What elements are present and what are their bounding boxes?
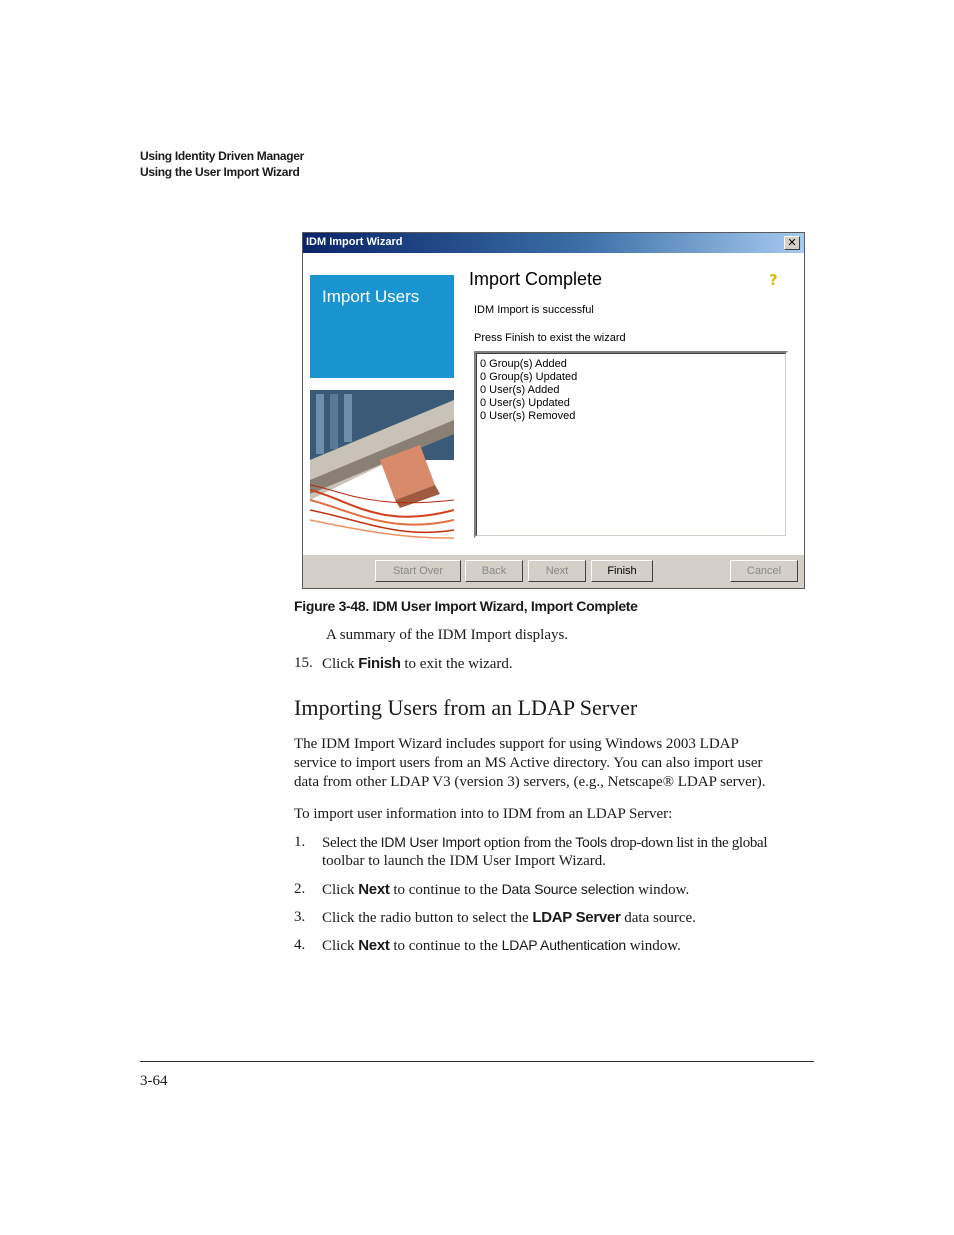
step-4-number: 4. xyxy=(294,937,306,953)
list-item: 0 User(s) Added xyxy=(480,384,560,396)
finish-button[interactable]: Finish xyxy=(591,560,653,582)
back-button[interactable]: Back xyxy=(465,560,523,582)
step-15-pre: Click xyxy=(322,656,359,672)
step-4-a: Click xyxy=(322,938,359,954)
summary-text: A summary of the IDM Import displays. xyxy=(326,627,569,643)
start-over-button[interactable]: Start Over xyxy=(375,560,461,582)
side-graphic xyxy=(310,390,454,539)
step-1-e: drop-down list in the global xyxy=(606,835,768,851)
step-3-c: data source. xyxy=(620,910,696,926)
step-1-menu-item: IDM User Import xyxy=(380,834,481,850)
step-3-number: 3. xyxy=(294,909,306,925)
import-wizard-dialog xyxy=(302,232,805,589)
page-number: 3-64 xyxy=(140,1073,168,1089)
next-button[interactable]: Next xyxy=(528,560,586,582)
step-4-c: to continue to the xyxy=(389,938,502,954)
list-item: 0 User(s) Removed xyxy=(480,410,576,422)
section-title: Importing Users from an LDAP Server xyxy=(294,695,638,720)
step-3-a: Click the radio button to select the xyxy=(322,910,533,926)
step-1-c: option from the xyxy=(480,835,576,851)
step-2-number: 2. xyxy=(294,881,306,897)
intro-paragraph xyxy=(294,735,766,792)
steps-intro: To import user information into to IDM from an LDAP Server: xyxy=(294,806,673,822)
page-title: Import Complete xyxy=(469,269,603,289)
architecture-graphic-icon xyxy=(310,390,454,539)
step-2-a: Click xyxy=(322,882,359,898)
status-message: IDM Import is successful xyxy=(474,304,594,316)
step-15-post: to exit the wizard. xyxy=(400,656,513,672)
step-15 xyxy=(322,654,513,674)
step-2 xyxy=(322,880,689,900)
step-1-number: 1. xyxy=(294,834,306,850)
running-header xyxy=(140,148,304,180)
step-3 xyxy=(322,908,696,928)
summary-listbox[interactable] xyxy=(474,351,788,538)
dialog-title: IDM Import Wizard xyxy=(306,236,403,248)
intro-line-2: service to import users from an MS Active directory. You can also import user xyxy=(294,755,763,771)
list-item: 0 Group(s) Added xyxy=(480,358,567,370)
header-section: Using the User Import Wizard xyxy=(140,165,300,179)
close-button[interactable]: ✕ xyxy=(784,236,800,250)
figure-caption: Figure 3-48. IDM User Import Wizard, Import Complete xyxy=(294,598,638,614)
step-15-number: 15. xyxy=(294,655,313,671)
step-4-next: Next xyxy=(358,937,390,954)
step-2-e: window. xyxy=(634,882,690,898)
step-2-next: Next xyxy=(358,881,390,898)
step-1 xyxy=(322,833,817,853)
intro-line-3: data from other LDAP V3 (version 3) servers, (e.g., Netscape® LDAP server). xyxy=(294,774,766,790)
list-item: 0 Group(s) Updated xyxy=(480,371,578,383)
step-2-window-name: Data Source selection xyxy=(501,881,635,897)
list-item: 0 User(s) Updated xyxy=(480,397,570,409)
help-icon[interactable]: ? xyxy=(769,271,778,289)
header-chapter: Using Identity Driven Manager xyxy=(140,149,304,163)
step-4 xyxy=(322,936,681,956)
step-4-window-name: LDAP Authentication xyxy=(501,937,626,953)
step-4-e: window. xyxy=(626,938,681,954)
step-1-tools: Tools xyxy=(575,834,607,850)
step-1-a: Select the xyxy=(322,835,381,851)
side-banner-label: Import Users xyxy=(322,287,420,306)
cancel-button[interactable]: Cancel xyxy=(730,560,798,582)
intro-line-1: The IDM Import Wizard includes support for using Windows 2003 LDAP xyxy=(294,736,739,752)
side-banner xyxy=(310,275,454,378)
step-15-finish: Finish xyxy=(358,655,401,672)
step-3-ldap-server: LDAP Server xyxy=(532,909,621,926)
footer-rule xyxy=(140,1061,814,1062)
step-1-line2: toolbar to launch the IDM User Import Wizard. xyxy=(322,853,607,869)
instruction-message: Press Finish to exist the wizard xyxy=(474,332,626,344)
dialog-titlebar xyxy=(303,233,804,253)
step-2-c: to continue to the xyxy=(389,882,502,898)
